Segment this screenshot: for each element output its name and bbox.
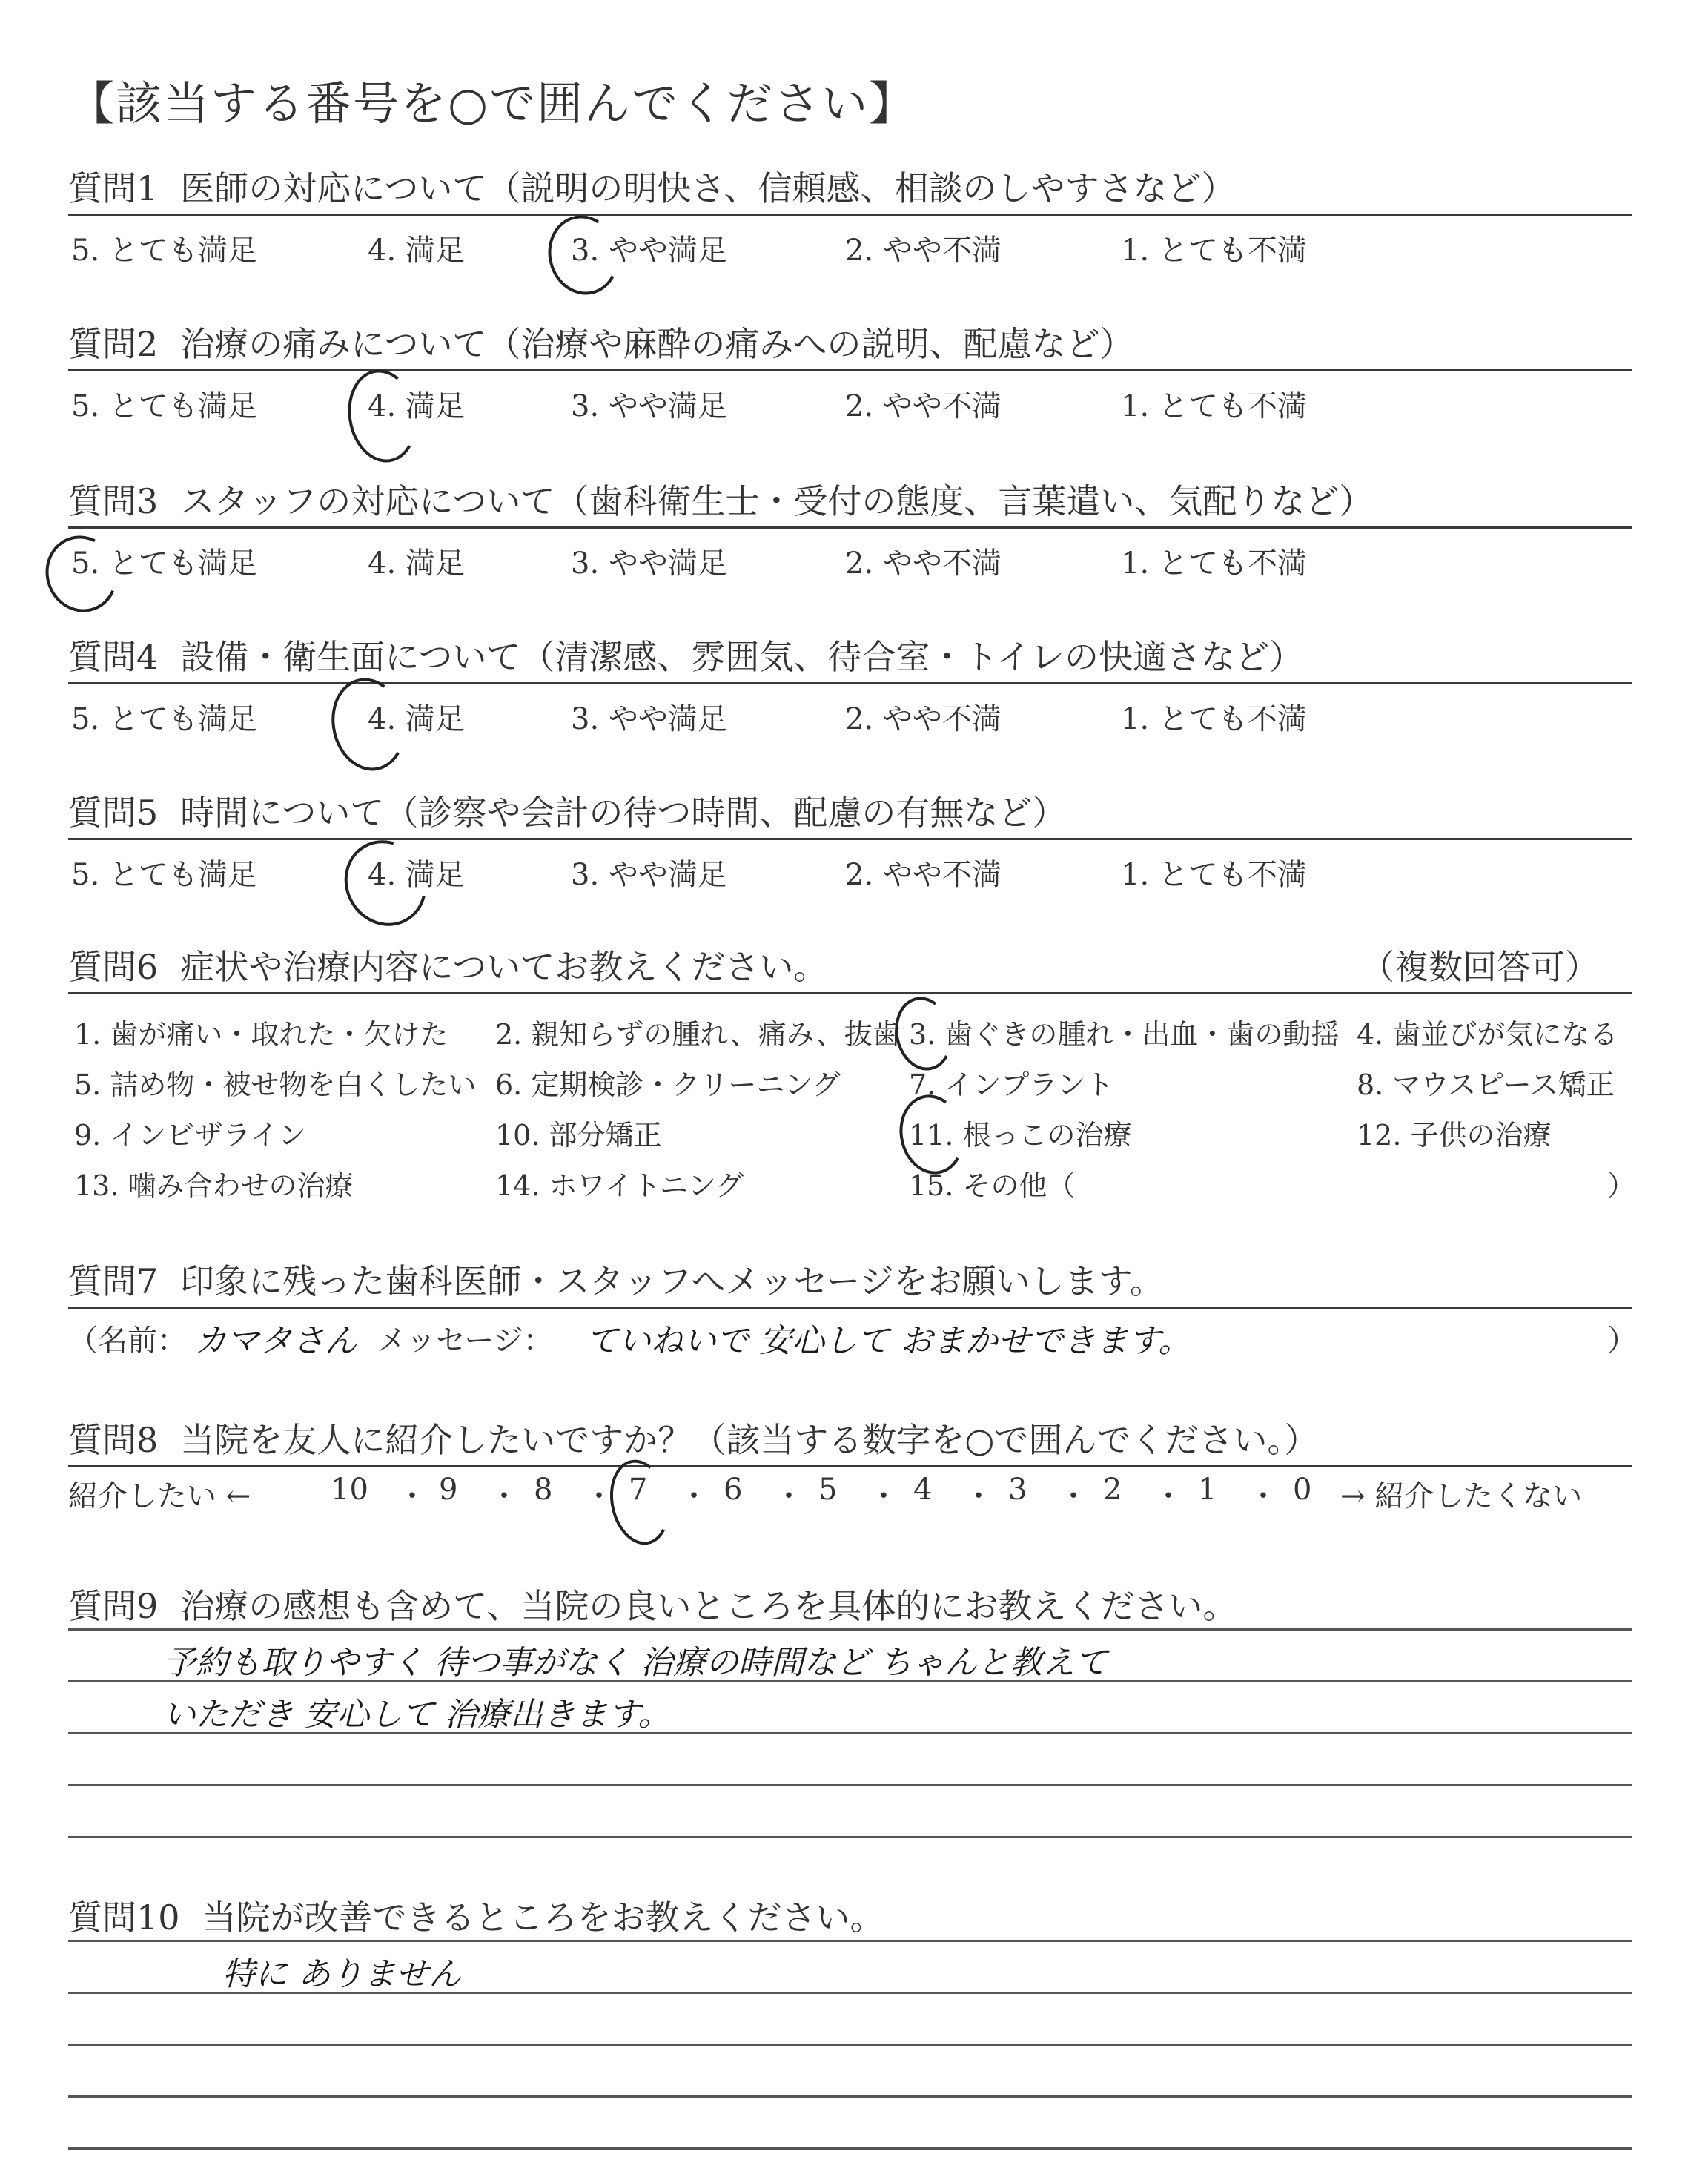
option-2[interactable]: 2. やや不満 (845, 389, 1002, 423)
question-1-rule (68, 214, 1632, 216)
answer-line (68, 1784, 1632, 1786)
option-10[interactable]: 10. 部分矯正 (495, 1119, 662, 1152)
question-text: 治療の痛みについて（治療や麻酔の痛みへの説明、配慮など） (180, 324, 1134, 364)
option-8[interactable]: 8. マウスピース矯正 (1357, 1069, 1615, 1101)
scale-5[interactable]: 5 (818, 1473, 838, 1507)
message-value[interactable]: ていねいで 安心して おまかせできます。 (586, 1322, 1191, 1360)
question-number: 質問10 (68, 1898, 180, 1938)
scale-2[interactable]: 2 (1103, 1473, 1122, 1507)
selection-circle (329, 825, 443, 941)
question-3-title (68, 475, 1373, 524)
question-number: 質問4 (68, 637, 159, 677)
question-text: 設備・衛生面について（清潔感、雰囲気、待合室・トイレの快適さなど） (180, 637, 1304, 677)
option-5[interactable]: 5. とても満足 (71, 389, 257, 423)
multiple-answer-note: （複数回答可） (1360, 947, 1599, 987)
scale-separator: ・ (584, 1479, 614, 1513)
question-2-rule (68, 369, 1632, 371)
option-12[interactable]: 12. 子供の治療 (1357, 1119, 1552, 1152)
scale-right-label: → 紹介したくない (1340, 1479, 1583, 1513)
selection-circle (603, 1454, 677, 1550)
name-value[interactable]: カマタさん (194, 1322, 357, 1360)
other-close-paren: ） (1607, 1169, 1636, 1202)
option-2[interactable]: 2. やや不満 (845, 234, 1002, 268)
page-heading: 【該当する番号を○で囲んでください】 (68, 76, 917, 131)
option-3[interactable]: 3. 歯ぐきの腫れ・出血・歯の動揺 (909, 1018, 1340, 1051)
option-1[interactable]: 1. とても不満 (1121, 702, 1307, 736)
question-8-rule (68, 1465, 1632, 1467)
option-3[interactable]: 3. やや満足 (571, 389, 727, 423)
question-number: 質問9 (68, 1586, 159, 1626)
scale-separator: ・ (679, 1479, 709, 1513)
option-13[interactable]: 13. 噛み合わせの治療 (74, 1169, 354, 1202)
scale-separator: ・ (1248, 1479, 1278, 1513)
scale-9[interactable]: 9 (439, 1473, 458, 1507)
scale-separator: ・ (964, 1479, 993, 1513)
answer-line (68, 1628, 1632, 1631)
answer-line (68, 2147, 1632, 2150)
question-text: 治療の感想も含めて、当院の良いところを具体的にお教えください。 (180, 1586, 1237, 1626)
option-5[interactable]: 5. とても満足 (71, 858, 257, 892)
scale-left-label: 紹介したい ← (68, 1479, 251, 1513)
scale-4[interactable]: 4 (913, 1473, 933, 1507)
option-4[interactable]: 4. 歯並びが気になる (1357, 1018, 1618, 1051)
selection-circle (341, 364, 424, 468)
question-text: 印象に残った歯科医師・スタッフへメッセージをお願いします。 (180, 1261, 1164, 1301)
option-3[interactable]: 3. やや満足 (571, 234, 727, 268)
scale-7[interactable]: 7 (629, 1473, 648, 1507)
option-1[interactable]: 1. とても不満 (1121, 858, 1307, 892)
option-15-other[interactable]: 15. その他（ (909, 1169, 1076, 1202)
question-6-rule (68, 992, 1632, 994)
option-3[interactable]: 3. やや満足 (571, 858, 727, 892)
question-4-title (68, 630, 1303, 679)
scale-separator: ・ (774, 1479, 804, 1513)
answer-line (68, 1940, 1632, 1942)
q9-answer-line-2[interactable]: いただき 安心して 治療出きます。 (163, 1696, 671, 1734)
message-close-paren: ） (1607, 1324, 1637, 1358)
question-2-title (68, 317, 1133, 366)
scale-8[interactable]: 8 (534, 1473, 553, 1507)
scale-separator: ・ (489, 1479, 519, 1513)
option-1[interactable]: 1. とても不満 (1121, 234, 1307, 268)
question-number: 質問6 (68, 947, 159, 987)
answer-line (68, 2095, 1632, 2098)
name-label: （名前： (68, 1324, 187, 1358)
question-8-title (68, 1413, 1318, 1462)
option-2[interactable]: 2. やや不満 (845, 546, 1002, 581)
question-number: 質問5 (68, 793, 159, 833)
scale-0[interactable]: 0 (1293, 1473, 1312, 1507)
answer-line (68, 2044, 1632, 2046)
option-11[interactable]: 11. 根っこの治療 (909, 1119, 1132, 1152)
message-label: メッセージ： (377, 1324, 553, 1358)
scale-separator: ・ (869, 1479, 898, 1513)
option-4[interactable]: 4. 満足 (368, 702, 465, 736)
question-3-rule (68, 526, 1632, 529)
question-6-title (68, 940, 827, 989)
option-5[interactable]: 5. 詰め物・被せ物を白くしたい (74, 1069, 477, 1101)
selection-circle (323, 671, 414, 778)
option-5[interactable]: 5. とても満足 (71, 234, 257, 268)
question-5-rule (68, 838, 1632, 840)
option-1[interactable]: 1. とても不満 (1121, 546, 1307, 581)
q10-answer-line-1[interactable]: 特に ありません (222, 1955, 461, 1993)
question-number: 質問8 (68, 1420, 159, 1460)
option-2[interactable]: 2. 親知らずの腫れ、痛み、抜歯 (495, 1018, 901, 1051)
option-3[interactable]: 3. やや満足 (571, 546, 727, 581)
option-14[interactable]: 14. ホワイトニング (495, 1169, 744, 1202)
option-3[interactable]: 3. やや満足 (571, 702, 727, 736)
option-5[interactable]: 5. とても満足 (71, 546, 257, 581)
question-text: スタッフの対応について（歯科衛生士・受付の態度、言葉遣い、気配りなど） (180, 481, 1374, 521)
option-7[interactable]: 7. インプラント (909, 1069, 1114, 1101)
scale-6[interactable]: 6 (724, 1473, 743, 1507)
question-10-title (68, 1891, 884, 1940)
scale-separator: ・ (1059, 1479, 1088, 1513)
option-9[interactable]: 9. インビザライン (74, 1119, 307, 1152)
question-4-rule (68, 682, 1632, 684)
question-5-title (68, 786, 1066, 835)
scale-1[interactable]: 1 (1198, 1473, 1217, 1507)
scale-separator: ・ (1153, 1479, 1183, 1513)
question-number: 質問2 (68, 324, 159, 364)
question-text: 医師の対応について（説明の明快さ、信頼感、相談のしやすさなど） (180, 168, 1236, 208)
option-2[interactable]: 2. やや不満 (845, 858, 1002, 892)
answer-line (68, 1836, 1632, 1838)
option-6[interactable]: 6. 定期検診・クリーニング (495, 1069, 841, 1101)
q9-answer-line-1[interactable]: 予約も取りやすく 待つ事がなく 治療の時間など ちゃんと教えて (163, 1644, 1108, 1682)
option-4[interactable]: 4. 満足 (368, 858, 465, 892)
question-text: 時間について（診察や会計の待つ時間、配慮の有無など） (180, 793, 1067, 833)
question-7-title (68, 1255, 1164, 1304)
question-9-title (68, 1579, 1237, 1628)
option-4[interactable]: 4. 満足 (368, 234, 465, 268)
question-number: 質問1 (68, 168, 159, 208)
question-text: 当院を友人に紹介したいですか？（該当する数字を○で囲んでください。） (180, 1420, 1319, 1460)
scale-10[interactable]: 10 (331, 1473, 368, 1507)
question-text: 当院が改善できるところをお教えください。 (202, 1898, 884, 1938)
question-number: 質問7 (68, 1261, 159, 1301)
question-number: 質問3 (68, 481, 159, 521)
question-1-title (68, 162, 1236, 211)
option-4[interactable]: 4. 満足 (368, 389, 465, 423)
question-7-rule (68, 1307, 1632, 1309)
option-5[interactable]: 5. とても満足 (71, 702, 257, 736)
option-2[interactable]: 2. やや不満 (845, 702, 1002, 736)
scale-3[interactable]: 3 (1008, 1473, 1027, 1507)
option-1[interactable]: 1. とても不満 (1121, 389, 1307, 423)
selection-circle (540, 208, 628, 303)
scale-separator: ・ (397, 1479, 427, 1513)
question-text: 症状や治療内容についてお教えください。 (180, 947, 828, 987)
option-1[interactable]: 1. 歯が痛い・取れた・欠けた (74, 1018, 448, 1051)
option-4[interactable]: 4. 満足 (368, 546, 465, 581)
